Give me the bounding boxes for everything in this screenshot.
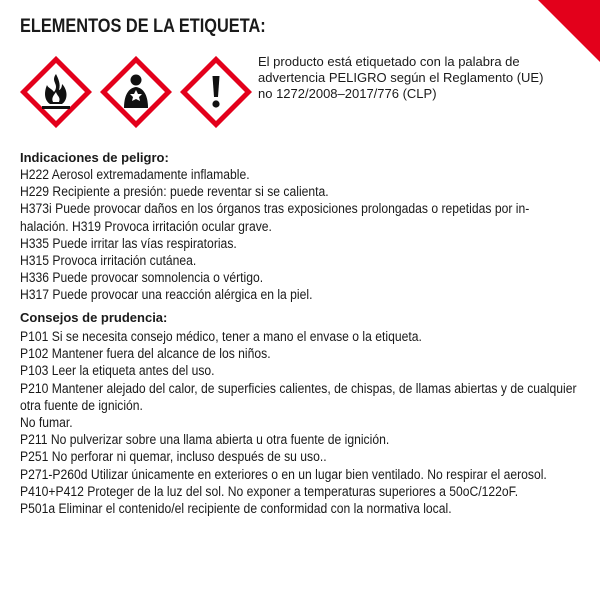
precaution-line: P271-P260d Utilizar únicamente en exteriores o en un lugar bien ventilado. No respirar el aerosol. [20,466,547,482]
hazard-line: H336 Puede provocar somnolencia o vértigo. [20,270,264,286]
hazard-line: halación. H319 Provoca irritación ocular grave. [20,218,272,234]
hazard-line: H229 Recipiente a presión: puede reventar si se calienta. [20,184,329,200]
corner-accent [538,0,600,62]
page-title: ELEMENTOS DE LA ETIQUETA: [20,16,266,37]
precaution-line: No fumar. [20,415,73,431]
hazard-line: H373i Puede provocar daños en los órganos tras exposiciones prolongadas o repetidas por in- [20,201,530,217]
precaution-line: P410+P412 Proteger de la luz del sol. No exponer a temperaturas superiores a 50oC/122oF. [20,483,519,499]
precaution-line: P103 Leer la etiqueta antes del uso. [20,363,215,379]
health-hazard-icon [100,56,172,128]
precaution-line: P211 No pulverizar sobre una llama abierta u otra fuente de ignición. [20,432,390,448]
hazard-line: H315 Provoca irritación cutánea. [20,253,197,269]
precaution-line: P210 Mantener alejado del calor, de superficies calientes, de chispas, de llamas abiertas y de cualquier [20,380,577,396]
flame-icon [20,56,92,128]
precaution-line: P251 No perforar ni quemar, incluso después de su uso.. [20,449,327,465]
precaution-line: P102 Mantener fuera del alcance de los niños. [20,346,271,362]
exclamation-icon [180,56,252,128]
hazard-heading: Indicaciones de peligro: [20,150,169,165]
signal-word-statement: El producto está etiquetado con la palabra de advertencia PELIGRO según el Reglamento (UE) no 1272/2008–2017/776 (CLP) [258,54,544,101]
precaution-line: P501a Eliminar el contenido/el recipiente de conformidad con la normativa local. [20,501,452,517]
hazard-line: H335 Puede irritar las vías respiratorias. [20,235,237,251]
ghs-pictograms [20,56,260,126]
precaution-heading: Consejos de prudencia: [20,310,168,325]
precaution-line: otra fuente de ignición. [20,397,143,413]
hazard-line: H222 Aerosol extremadamente inflamable. [20,167,250,182]
hazard-statements [20,166,580,304]
hazard-line: H317 Puede provocar una reacción alérgica en la piel. [20,287,313,303]
precaution-line: P101 Si se necesita consejo médico, tener a mano el envase o la etiqueta. [20,329,422,344]
precautionary-statements [20,328,580,517]
